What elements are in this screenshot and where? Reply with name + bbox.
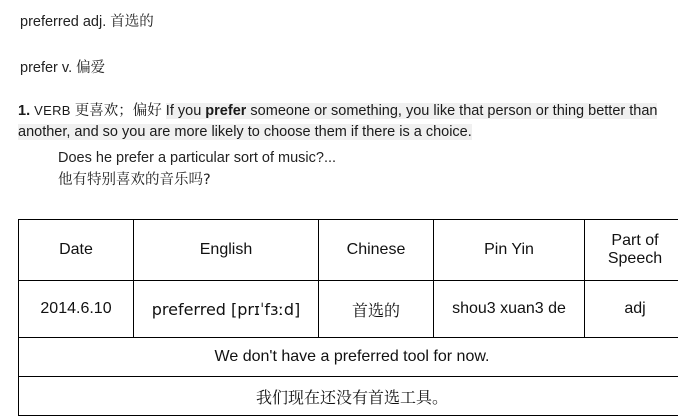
entry-text: prefer v. 偏爱 [20,60,105,76]
header-date: Date [19,220,134,281]
definition-text-before: If you [166,103,206,119]
cell-date: 2014.6.10 [19,281,134,338]
entry-text: preferred adj. 首选的 [20,14,154,30]
sense-number: 1. [18,103,30,119]
header-part-of-speech: Part of Speech [585,220,678,281]
example-en: Does he prefer a particular sort of music?... [58,148,662,170]
table-row [19,281,678,338]
table-header-row [19,220,678,281]
definition-block [0,101,678,191]
chinese-gloss: 更喜欢；偏好 [75,103,162,119]
table-header [19,220,678,281]
header-chinese: Chinese [319,220,434,281]
cell-sentence-chinese: 我们现在还没有首选工具。 [19,377,678,416]
definition-text-after: someone or something, you like that person or thing better than another, and so you are more likely to choose them if there is a choice. [18,103,657,140]
cell-sentence-english: We don't have a preferred tool for now. [19,338,678,377]
example-zh: 他有特别喜欢的音乐吗? [58,170,662,192]
dictionary-entry-preferred [0,0,678,31]
table-row-sentence-zh [19,377,678,416]
cell-chinese: 首选的 [319,281,434,338]
vocabulary-table [18,219,678,416]
dictionary-entry-prefer [0,31,678,77]
table-body [19,281,678,416]
part-of-speech-tag: VERB [34,103,71,118]
cell-part-of-speech: adj [585,281,678,338]
example-sentences [18,148,662,192]
header-english: English [134,220,319,281]
vocabulary-table-wrapper [18,219,660,416]
header-pinyin: Pin Yin [434,220,585,281]
table-row-sentence-en [19,338,678,377]
cell-english: preferred [prɪˈfɜːd] [134,281,319,338]
cell-pinyin: shou3 xuan3 de [434,281,585,338]
definition-keyword: prefer [205,103,246,119]
